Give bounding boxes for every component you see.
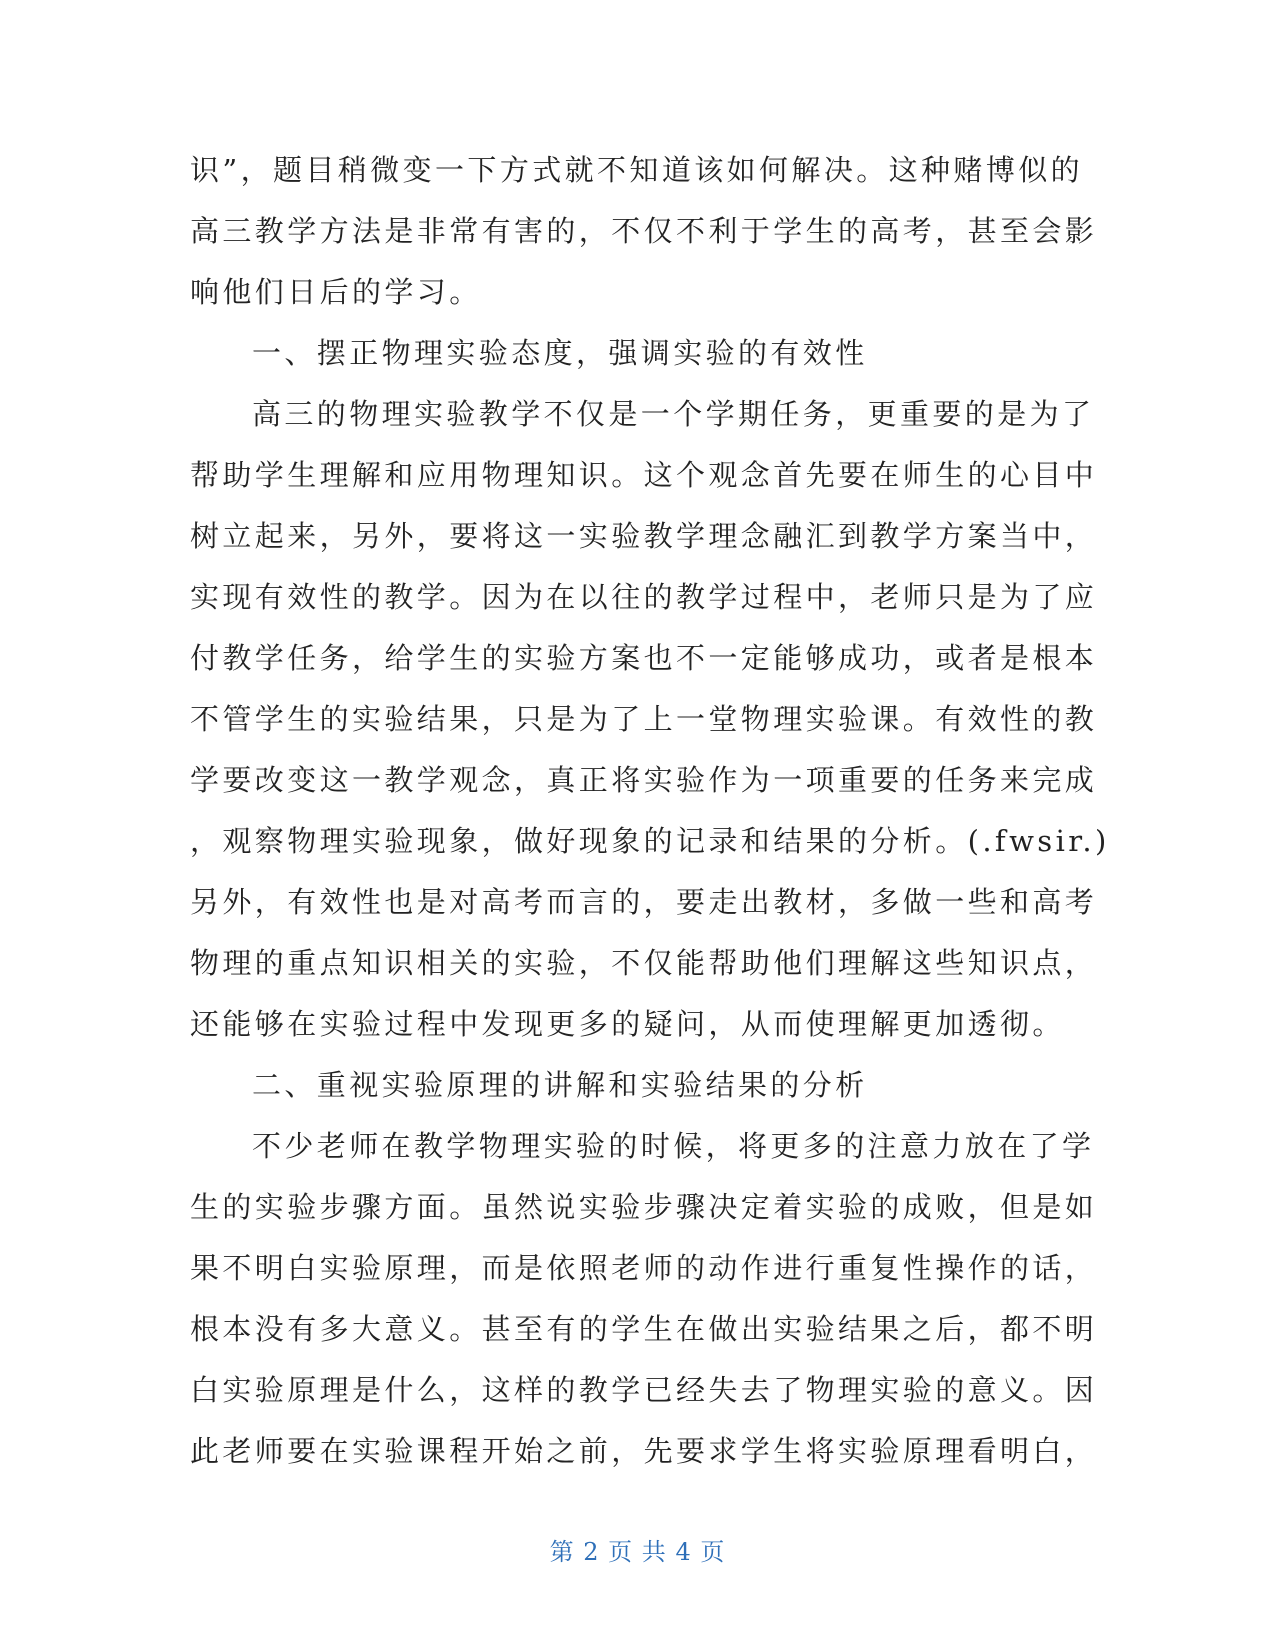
- document-body: [190, 148, 1110, 1490]
- section-heading-1: 一、摆正物理实验态度，强调实验的有效性: [252, 336, 868, 370]
- text-line: 高三教学方法是非常有害的，不仅不利于学生的高考，甚至会影: [190, 214, 1098, 248]
- paragraph-start: 高三的物理实验教学不仅是一个学期任务，更重要的是为了: [252, 397, 1095, 431]
- page-number-footer: 第 2 页 共 4 页: [549, 1538, 726, 1566]
- text-line: 付教学任务，给学生的实验方案也不一定能够成功，或者是根本: [190, 641, 1098, 675]
- paragraph-start: 不少老师在教学物理实验的时候，将更多的注意力放在了学: [252, 1129, 1095, 1163]
- text-line: 帮助学生理解和应用物理知识。这个观念首先要在师生的心目中: [190, 458, 1098, 492]
- section-heading-2: 二、重视实验原理的讲解和实验结果的分析: [252, 1068, 868, 1102]
- text-line: 实现有效性的教学。因为在以往的教学过程中，老师只是为了应: [190, 580, 1098, 614]
- text-line: 不管学生的实验结果，只是为了上一堂物理实验课。有效性的教: [190, 702, 1098, 736]
- text-line: 学要改变这一教学观念，真正将实验作为一项重要的任务来完成: [190, 763, 1098, 797]
- text-line: 物理的重点知识相关的实验，不仅能帮助他们理解这些知识点，: [190, 946, 1098, 980]
- text-line: 树立起来，另外，要将这一实验教学理念融汇到教学方案当中，: [190, 519, 1098, 553]
- text-line: 此老师要在实验课程开始之前，先要求学生将实验原理看明白，: [190, 1434, 1098, 1468]
- text-line: 果不明白实验原理，而是依照老师的动作进行重复性操作的话，: [190, 1251, 1098, 1285]
- text-line: ，观察物理实验现象，做好现象的记录和结果的分析。(.fwsir.): [190, 824, 1110, 858]
- text-line: 生的实验步骤方面。虽然说实验步骤决定着实验的成败，但是如: [190, 1190, 1098, 1224]
- text-line: 根本没有多大意义。甚至有的学生在做出实验结果之后，都不明: [190, 1312, 1098, 1346]
- text-line: 白实验原理是什么，这样的教学已经失去了物理实验的意义。因: [190, 1373, 1098, 1407]
- text-line: 识”，题目稍微变一下方式就不知道该如何解决。这种赌博似的: [190, 153, 1084, 187]
- text-line: 还能够在实验过程中发现更多的疑问，从而使理解更加透彻。: [190, 1007, 1065, 1041]
- text-line: 响他们日后的学习。: [190, 275, 482, 309]
- text-line: 另外，有效性也是对高考而言的，要走出教材，多做一些和高考: [190, 885, 1098, 919]
